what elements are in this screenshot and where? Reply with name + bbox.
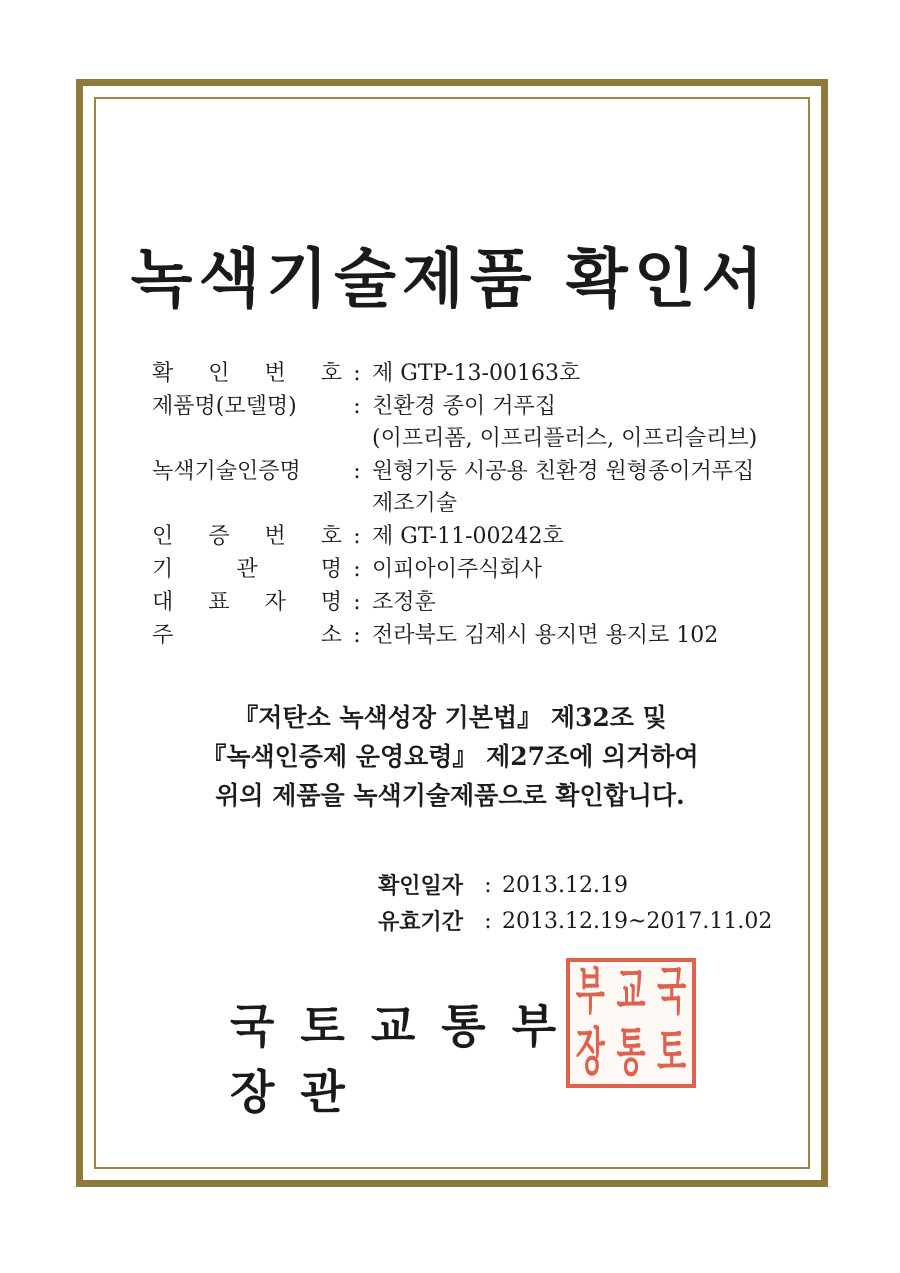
field-row-organization: 기 관 명 : 이피아이주식회사 (152, 554, 792, 586)
seal-character: 국 (657, 961, 687, 1022)
confirmation-date-row: 확인일자 : 2013.12.19 (378, 873, 628, 899)
certificate-fields (152, 358, 792, 653)
field-label: 기 관 명 (152, 557, 342, 582)
field-value: 원형기둥 시공용 친환경 원형종이거푸집 제조기술 (372, 459, 755, 516)
field-row-address: 주 소 : 전라북도 김제시 용지면 용지로 102 (152, 620, 792, 652)
field-row-certification-name: 녹색기술인증명 : 원형기둥 시공용 친환경 원형종이거푸집 제조기술 (152, 456, 792, 520)
field-label: 확 인 번 호 (152, 361, 342, 386)
seal-character: 통 (616, 1022, 646, 1083)
field-label: 인 증 번 호 (152, 524, 342, 549)
issuer-name: 국토교통부장관 (230, 999, 583, 1119)
field-row-representative: 대 표 자 명 : 조정훈 (152, 587, 792, 619)
field-label: 대 표 자 명 (152, 590, 342, 615)
field-label: 주 소 (152, 623, 342, 648)
field-value: 조정훈 (372, 590, 436, 615)
field-label: 제품명(모델명) (152, 394, 297, 419)
field-row-certification-number: 인 증 번 호 : 제 GT-11-00242호 (152, 521, 792, 553)
field-value: 친환경 종이 거푸집 (이프리폼, 이프리플러스, 이프리슬리브) (372, 394, 758, 451)
date-block (378, 868, 772, 940)
field-row-product-name: 제품명(모델명) : 친환경 종이 거푸집 (이프리폼, 이프리플러스, 이프리슬리브) (152, 391, 792, 455)
seal-character: 토 (657, 1022, 687, 1083)
field-row-confirmation-number: 확 인 번 호 : 제 GTP-13-00163호 (152, 358, 792, 390)
official-seal-stamp (566, 958, 696, 1088)
field-label: 녹색기술인증명 (152, 459, 301, 484)
validity-period-row: 유효기간 : 2013.12.19~2017.11.02 (378, 909, 773, 935)
certification-statement: 『저탄소 녹색성장 기본법』 제32조 및 『녹색인증제 운영요령』 제27조에 의거하여 위의 제품을 녹색기술제품으로 확인합니다. (201, 703, 699, 810)
seal-character: 부 (575, 961, 605, 1022)
field-value: 제 GTP-13-00163호 (372, 361, 581, 386)
seal-character: 교 (616, 961, 646, 1022)
certificate-title: 녹색기술제품 확인서 (130, 242, 770, 317)
field-value: 제 GT-11-00242호 (372, 524, 564, 549)
field-value: 전라북도 김제시 용지면 용지로 102 (372, 623, 719, 648)
seal-character: 장 (575, 1022, 605, 1083)
field-value: 이피아이주식회사 (372, 557, 543, 582)
